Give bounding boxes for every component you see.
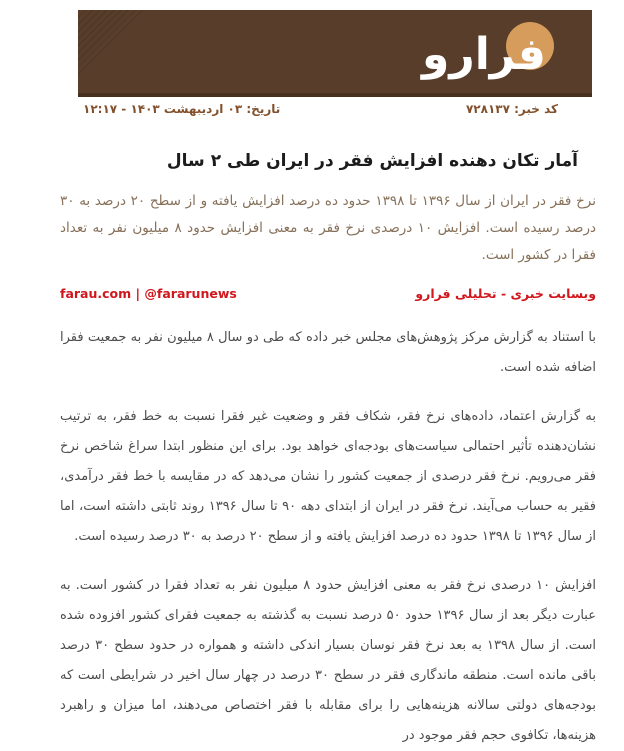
body-paragraph: افزایش ۱۰ درصدی نرخ فقر به معنی افزایش حدود ۸ میلیون نفر به تعداد فقرا در کشور است. به عبارت دیگر بعد از سال ۱۳۹۶ حدود ۵۰ درصد نسبت به گذشته به جمعیت فقرای کشور افزوده شده است. از سال ۱۳۹۸ به بعد نرخ فقر نوسان بسیار اندکی داشته و همواره در حدود سطح ۳۰ درصد باقی مانده است. منطقه ماندگاری فقر در سطح ۳۰ درصد در چهار سال اخیر در شرایطی است که بودجه‌های دولتی سالانه هزینه‌هایی را برای مقابله با فقر اختصاص می‌دهند، اما میزان و راهبرد هزینه‌ها، تکافوی حجم فقر موجود در	[60, 578, 596, 744]
article-content	[0, 138, 624, 751]
article-meta-row	[0, 102, 624, 116]
body-paragraph: با استناد به گزارش مرکز پژوهش‌های مجلس خبر داده که طی دو سال ۸ میلیون نفر به جمعیت فقرا اضافه شده است.	[60, 330, 596, 376]
fararu-banner[interactable]	[78, 10, 592, 97]
article-body	[60, 323, 596, 751]
article-title: آمار تکان دهنده افزایش فقر در ایران طی ۲ سال	[166, 151, 578, 171]
news-date: تاریخ: ۰۳ اردیبهشت ۱۴۰۳ - ۱۲:۱۷	[83, 102, 281, 116]
logo-text: فرارو	[422, 29, 546, 80]
news-code: کد خبر: ۷۲۸۱۳۷	[465, 102, 558, 116]
article-lead: نرخ فقر در ایران از سال ۱۳۹۶ تا ۱۳۹۸ حدود ده درصد افزایش یافته و از سطح ۲۰ درصد به ۳۰ درصد رسیده است. افزایش ۱۰ درصدی نرخ فقر به معنی افزایش حدود ۸ میلیون نفر به تعداد فقرا در کشور است.	[60, 193, 596, 264]
source-row	[60, 286, 596, 301]
source-site-label: وبسایت خبری - تحلیلی فرارو	[415, 286, 596, 302]
body-paragraph: به گزارش اعتماد، داده‌های نرخ فقر، شکاف فقر و وضعیت غیر فقرا نسبت به خط فقر، به ترتیب نشان‌دهنده تأثیر احتمالی سیاست‌های بودجه‌ای خواهد بود. برای این منظور ابتدا سراغ شاخص نرخ فقر می‌رویم. نرخ فقر درصدی از جمعیت کشور را نشان می‌دهد که در مقایسه با خط فقر درآمدی، فقیر به حساب می‌آیند. نرخ فقر در ایران از ابتدای دهه ۹۰ تا سال ۱۳۹۶ روند ثابتی داشته است، اما از سال ۱۳۹۶ تا ۱۳۹۸ حدود ده درصد افزایش یافته و از سطح ۲۰ درصد به ۳۰ درصد رسیده است.	[60, 409, 596, 545]
source-handle-link[interactable]: farau.com | @fararunews	[60, 286, 237, 302]
fararu-logo	[118, 10, 556, 93]
